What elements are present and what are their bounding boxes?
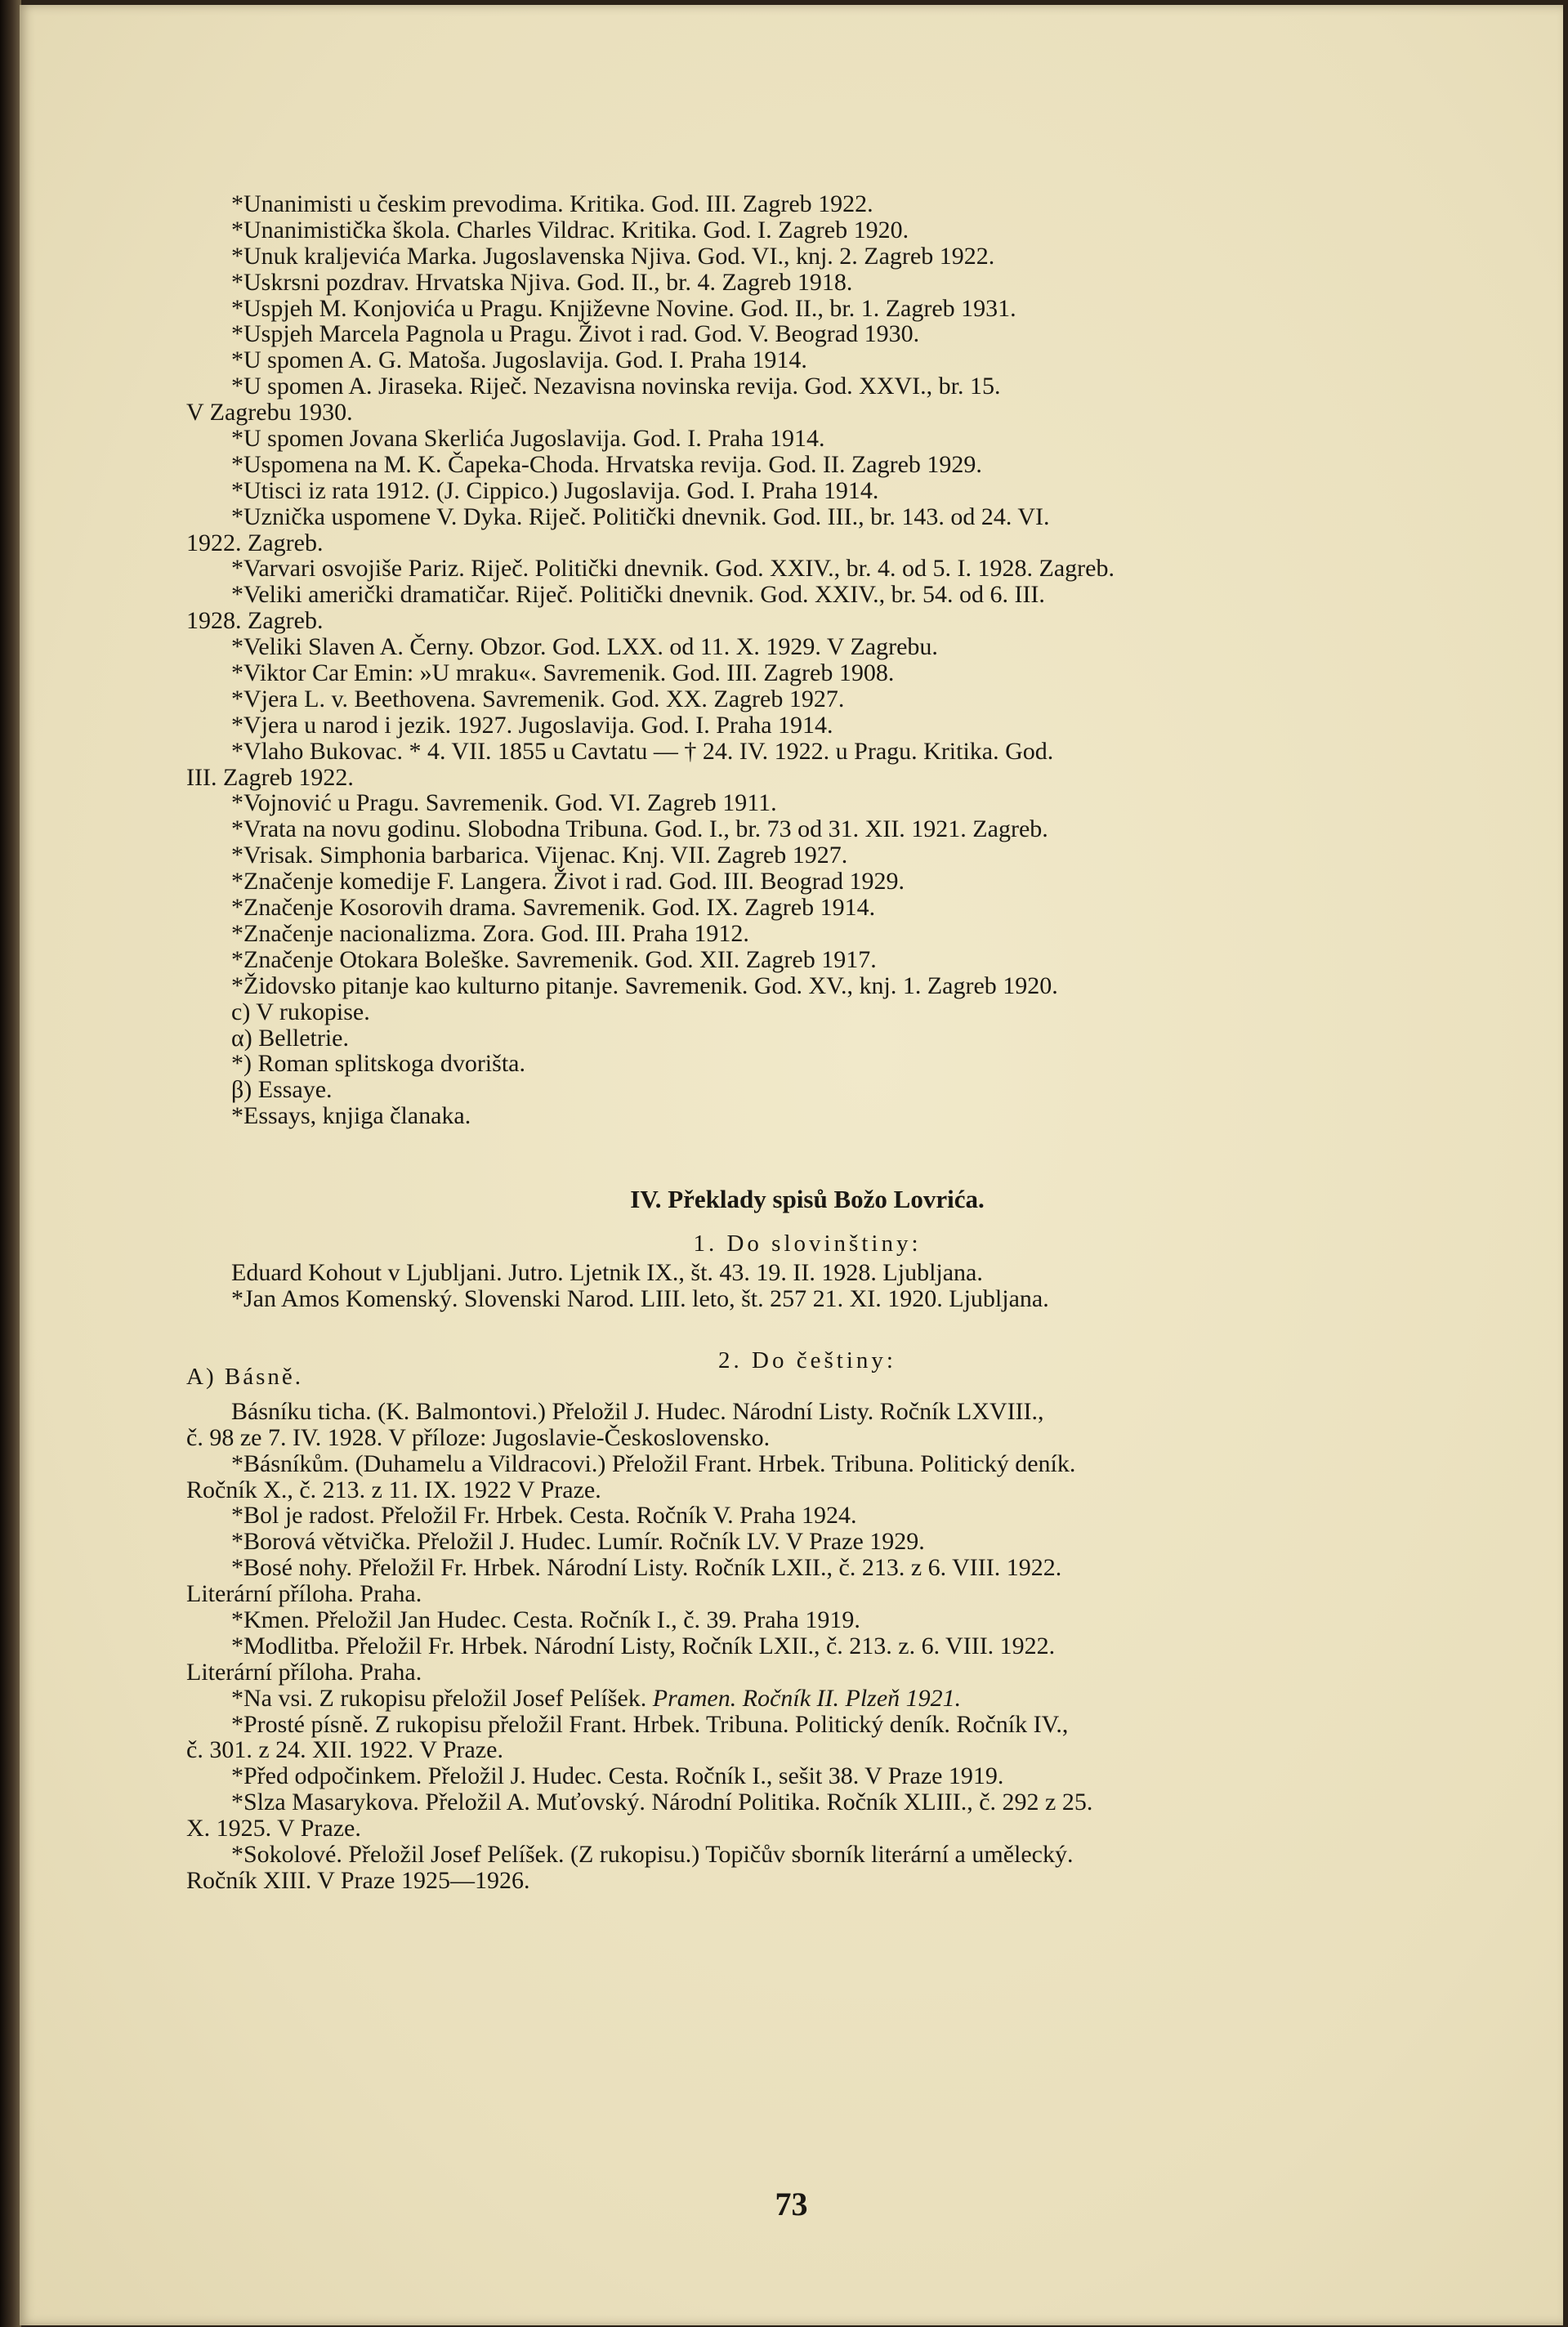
bibliography-list-a	[186, 191, 1428, 400]
bibliography-list-c	[186, 556, 1428, 608]
list-item: *Unanimisti u českim prevodima. Kritika. God. III. Zagreb 1922.	[231, 190, 873, 217]
list-item: *Uspjeh Marcela Pagnola u Pragu. Život i rad. God. V. Beograd 1930.	[231, 320, 920, 348]
list-item: *Essays, knjiga članaka.	[231, 1102, 471, 1130]
list-item: *Před odpočinkem. Přeložil J. Hudec. Cesta. Ročník I., sešit 38. V Praze 1919.	[231, 1762, 1004, 1790]
list-item: *) Roman splitskoga dvorišta.	[231, 1050, 525, 1078]
list-item: *Slza Masarykova. Přeložil A. Muťovský. Národní Politika. Ročník XLIII., č. 292 z 25.	[231, 1789, 1093, 1816]
czech-heading-row	[186, 1342, 1428, 1399]
list-item: *Vlaho Bukovac. * 4. VII. 1855 u Cavtatu — † 24. IV. 1922. u Pragu. Kritika. God.	[231, 737, 1054, 765]
list-item: *Značenje Kosorovih drama. Savremenik. God. IX. Zagreb 1914.	[231, 894, 876, 922]
list-item: Eduard Kohout v Ljubljani. Jutro. Ljetnik IX., št. 43. 19. II. 1928. Ljubljana.	[231, 1259, 983, 1287]
list-item: *Uspjeh M. Konjovića u Pragu. Književne Novine. God. II., br. 1. Zagreb 1931.	[231, 294, 1016, 322]
list-item: α) Belletrie.	[231, 1024, 349, 1052]
list-item: *Uskrsni pozdrav. Hrvatska Njiva. God. II., br. 4. Zagreb 1918.	[231, 268, 853, 296]
na-vsi-source: Pramen. Ročník II. Plzeň 1921.	[652, 1684, 962, 1712]
book-page	[20, 5, 1563, 2325]
list-item-continuation: Ročník XIII. V Praze 1925—1926.	[186, 1866, 530, 1894]
czech-list-a	[186, 1399, 1428, 1686]
slovene-heading: 1. Do slovinštiny:	[693, 1230, 922, 1257]
book-spine	[0, 0, 21, 2327]
list-item: *Bosé nohy. Přeložil Fr. Hrbek. Národní Listy. Ročník LXII., č. 213. z 6. VIII. 1922.	[231, 1554, 1062, 1582]
list-item: *Uspomena na M. K. Čapeka-Choda. Hrvatska revija. God. II. Zagreb 1929.	[231, 450, 982, 478]
list-item-continuation: 1928. Zagreb.	[186, 607, 324, 635]
list-item: *Bol je radost. Přeložil Fr. Hrbek. Cesta. Ročník V. Praha 1924.	[231, 1502, 857, 1530]
list-item: *Básníkům. (Duhamelu a Vildracovi.) Přeložil Frant. Hrbek. Tribuna. Politický deník.	[231, 1449, 1076, 1477]
list-item: *Sokolové. Přeložil Josef Pelíšek. (Z rukopisu.) Topičův sborník literární a umělecký.	[231, 1840, 1074, 1868]
list-item: *Veliki američki dramatičar. Riječ. Politički dnevnik. God. XXIV., br. 54. od 6. III.	[231, 581, 1045, 609]
list-item: *U spomen A. G. Matoša. Jugoslavija. God. I. Praha 1914.	[231, 346, 807, 374]
list-item: *Vojnović u Pragu. Savremenik. God. VI. Zagreb 1911.	[231, 789, 777, 817]
list-item-continuation: Literární příloha. Praha.	[186, 1580, 422, 1608]
list-item: *U spomen A. Jiraseka. Riječ. Nezavisna novinska revija. God. XXVI., br. 15.	[231, 373, 1001, 400]
list-item-continuation: X. 1925. V Praze.	[186, 1815, 361, 1842]
list-item: *Vjera u narod i jezik. 1927. Jugoslavija. God. I. Praha 1914.	[231, 711, 833, 739]
list-item: *Prosté písně. Z rukopisu přeložil Frant. Hrbek. Tribuna. Politický deník. Ročník IV.,	[231, 1710, 1069, 1738]
list-item-continuation: Literární příloha. Praha.	[186, 1658, 422, 1686]
list-item: *Značenje komedije F. Langera. Život i rad. God. III. Beograd 1929.	[231, 868, 905, 896]
slovene-list	[186, 1260, 1428, 1312]
czech-list-b	[186, 1712, 1428, 1894]
list-item-continuation: č. 301. z 24. XII. 1922. V Praze.	[186, 1736, 503, 1764]
list-item: *Uznička uspomene V. Dyka. Riječ. Politički dnevnik. God. III., br. 143. od 24. VI.	[231, 502, 1050, 530]
na-vsi-text: *Na vsi. Z rukopisu přeložil Josef Pelíšek.	[231, 1684, 653, 1712]
list-item: *Unanimistička škola. Charles Vildrac. Kritika. God. I. Zagreb 1920.	[231, 216, 909, 243]
list-item: *Veliki Slaven A. Černy. Obzor. God. LXX. od 11. X. 1929. V Zagrebu.	[231, 633, 938, 661]
list-item: *Borová větvička. Přeložil J. Hudec. Lumír. Ročník LV. V Praze 1929.	[231, 1528, 925, 1556]
list-item-continuation: 1922. Zagreb.	[186, 529, 324, 556]
list-item: *Kmen. Přeložil Jan Hudec. Cesta. Ročník I., č. 39. Praha 1919.	[231, 1606, 860, 1633]
list-item-continuation: č. 98 ze 7. IV. 1928. V příloze: Jugoslavie-Československo.	[186, 1423, 771, 1451]
bibliography-list-b	[186, 426, 1428, 530]
bibliography-list-e	[186, 790, 1428, 1129]
list-item	[186, 1686, 1428, 1712]
bibliography-list-d	[186, 634, 1428, 764]
list-item: c) V rukopise.	[231, 998, 370, 1025]
list-item: *Vrata na novu godinu. Slobodna Tribuna. God. I., br. 73 od 31. XII. 1921. Zagreb.	[231, 815, 1048, 843]
list-item: *Značenje nacionalizma. Zora. God. III. Praha 1912.	[231, 919, 749, 947]
list-item: *Jan Amos Komenský. Slovenski Narod. LIII. leto, št. 257 21. XI. 1920. Ljubljana.	[231, 1284, 1049, 1312]
list-item: *U spomen Jovana Skerlića Jugoslavija. God. I. Praha 1914.	[231, 425, 825, 453]
list-item: *Vjera L. v. Beethovena. Savremenik. God. XX. Zagreb 1927.	[231, 685, 845, 712]
page-content	[186, 191, 1428, 1894]
list-item-continuation: V Zagrebu 1930.	[186, 399, 353, 427]
list-item: *Židovsko pitanje kao kulturno pitanje. Savremenik. God. XV., knj. 1. Zagreb 1920.	[231, 971, 1058, 999]
list-item: *Modlitba. Přeložil Fr. Hrbek. Národní Listy, Ročník LXII., č. 213. z. 6. VIII. 1922.	[231, 1632, 1056, 1659]
list-item: *Unuk kraljevića Marka. Jugoslavenska Njiva. God. VI., knj. 2. Zagreb 1922.	[231, 242, 995, 270]
section-title: IV. Překlady spisů Božo Lovrića.	[630, 1185, 985, 1214]
czech-heading: 2. Do češtiny:	[718, 1347, 896, 1373]
list-item: *Varvari osvojiše Pariz. Riječ. Politički dnevnik. God. XXIV., br. 4. od 5. I. 1928. Zagreb.	[231, 555, 1115, 583]
list-item: *Značenje Otokara Boleške. Savremenik. God. XII. Zagreb 1917.	[231, 945, 877, 973]
list-item: *Utisci iz rata 1912. (J. Cippico.) Jugoslavija. God. I. Praha 1914.	[231, 476, 879, 504]
list-item-continuation: Ročník X., č. 213. z 11. IX. 1922 V Praze.	[186, 1476, 601, 1503]
list-item: β) Essaye.	[231, 1076, 333, 1104]
page-number: 73	[775, 2186, 808, 2222]
czech-label: A) Básně.	[186, 1363, 303, 1390]
list-item: *Vrisak. Simphonia barbarica. Vijenac. Knj. VII. Zagreb 1927.	[231, 842, 848, 869]
list-item-continuation: III. Zagreb 1922.	[186, 763, 354, 791]
list-item: *Viktor Car Emin: »U mraku«. Savremenik. God. III. Zagreb 1908.	[231, 659, 895, 687]
list-item: Básníku ticha. (K. Balmontovi.) Přeložil J. Hudec. Národní Listy. Ročník LXVIII.,	[231, 1397, 1044, 1425]
